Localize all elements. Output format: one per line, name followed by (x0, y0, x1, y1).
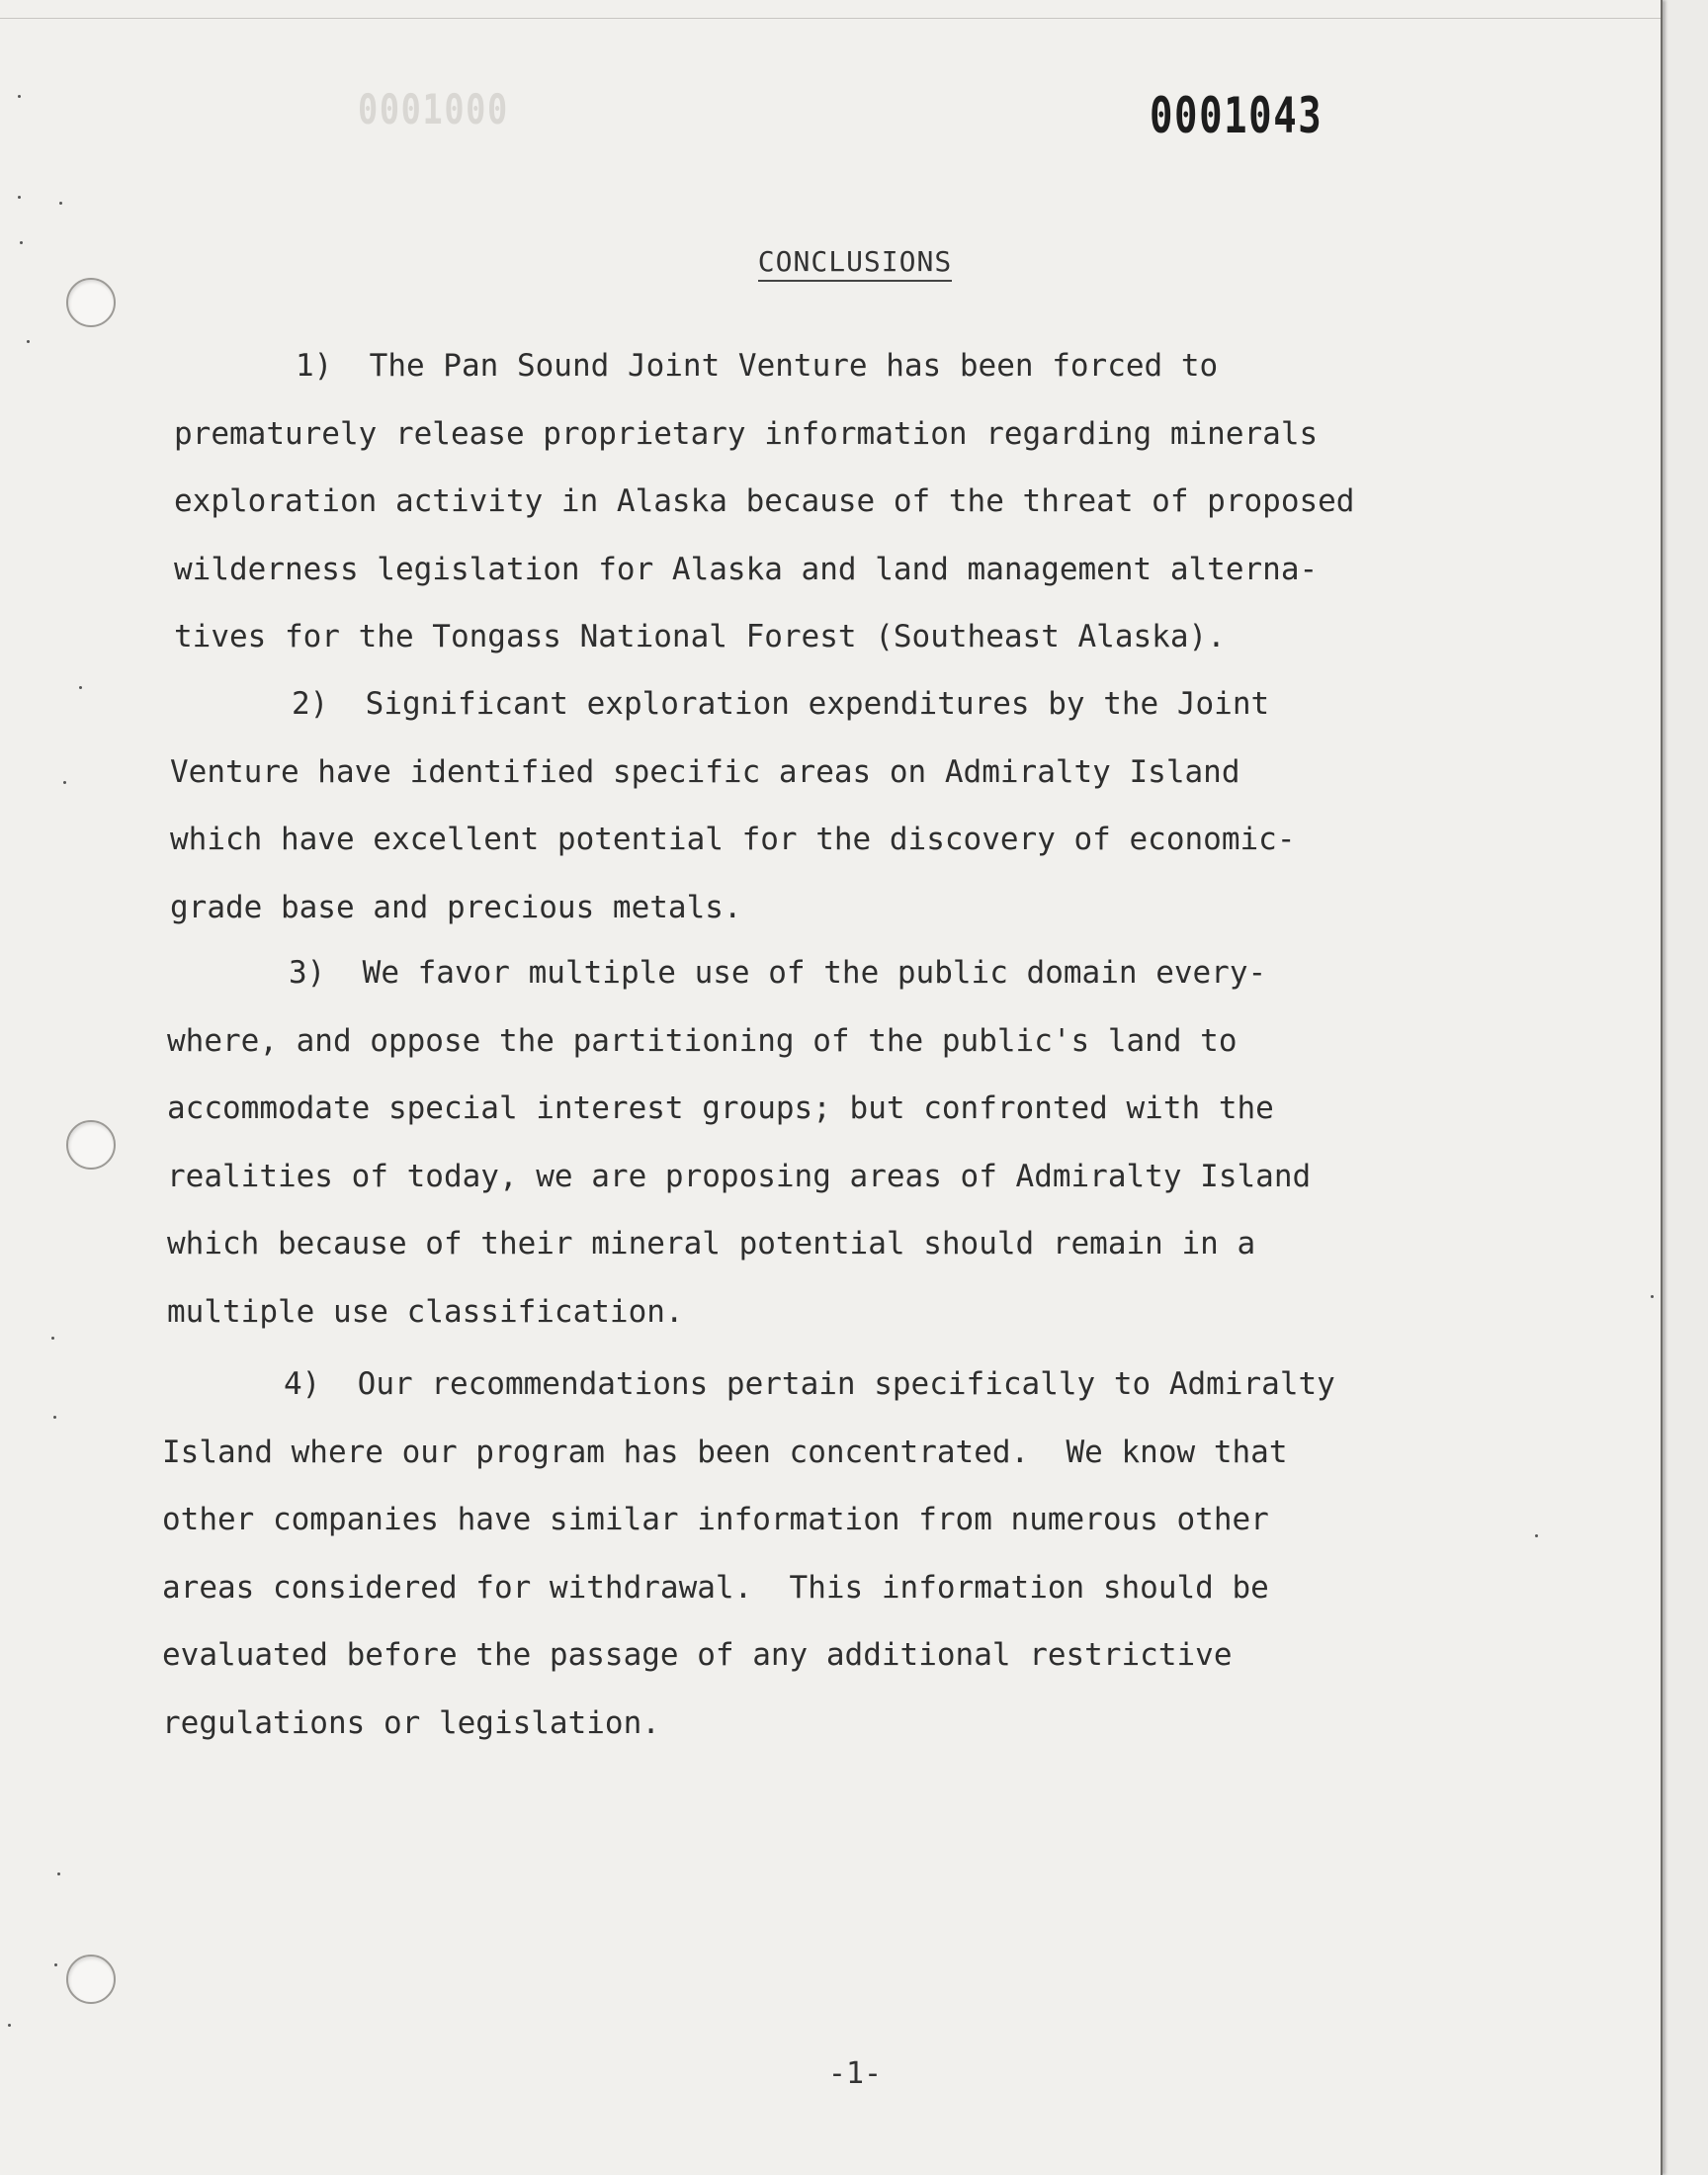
binder-hole-top (66, 278, 116, 327)
scan-speck (18, 196, 21, 199)
paragraph-line: other companies have similar information from numerous other (162, 1502, 1269, 1537)
scan-speck (27, 340, 30, 343)
conclusion-paragraph-4 (162, 1350, 1335, 1757)
document-number-stamp: 0001043 (1150, 87, 1324, 144)
page-title-text: CONCLUSIONS (758, 245, 952, 282)
scan-speck (20, 241, 23, 244)
paragraph-line: tives for the Tongass National Forest (Southeast Alaska). (174, 619, 1226, 654)
paragraph-line: Island where our program has been concentrated. We know that (162, 1434, 1288, 1470)
conclusion-paragraph-1 (174, 332, 1354, 671)
paragraph-line: grade base and precious metals. (170, 889, 742, 925)
paragraph-line: which because of their mineral potential should remain in a (167, 1226, 1256, 1262)
scan-speck (54, 1963, 57, 1966)
page-number: -1- (827, 2056, 883, 2091)
paragraph-line: prematurely release proprietary information regarding minerals (174, 415, 1319, 452)
paragraph-line: where, and oppose the partitioning of the public's land to (167, 1022, 1238, 1059)
paragraph-line: Venture have identified specific areas on Admiralty Island (170, 753, 1240, 790)
scan-speck (1651, 1295, 1654, 1298)
paragraph-line: areas considered for withdrawal. This information should be (162, 1569, 1269, 1606)
paragraph-line: which have excellent potential for the discovery of economic- (170, 822, 1296, 857)
page-title (0, 245, 1663, 278)
paragraph-line: multiple use classification. (167, 1293, 684, 1330)
paragraph-line: 4) Our recommendations pertain specifically to Admiralty (284, 1366, 1335, 1402)
scan-speck (53, 1416, 56, 1419)
top-edge-line (0, 18, 1661, 19)
scan-speck (59, 202, 62, 205)
scan-speck (8, 2024, 11, 2027)
conclusion-paragraph-3 (167, 939, 1311, 1346)
paragraph-line: realities of today, we are proposing areas of Admiralty Island (167, 1158, 1312, 1194)
paragraph-line: exploration activity in Alaska because of the threat of proposed (174, 483, 1355, 519)
scan-speck (57, 1872, 60, 1875)
binder-hole-bottom (66, 1955, 116, 2004)
scan-speck (1535, 1534, 1538, 1537)
scan-speck (18, 95, 21, 98)
paragraph-line: 3) We favor multiple use of the public domain every- (289, 955, 1267, 991)
binder-hole-middle (66, 1120, 116, 1170)
paragraph-line: evaluated before the passage of any additional restrictive (162, 1637, 1233, 1673)
paragraph-line: wilderness legislation for Alaska and land management alterna- (174, 551, 1319, 587)
faint-stamp-number: 0001000 (358, 85, 509, 133)
conclusion-paragraph-2 (170, 670, 1295, 941)
paragraph-line: accommodate special interest groups; but confronted with the (167, 1090, 1274, 1126)
paragraph-line: 1) The Pan Sound Joint Venture has been forced to (296, 348, 1219, 384)
scan-speck (51, 1337, 54, 1340)
scan-speck (79, 686, 82, 689)
scan-speck (63, 781, 66, 784)
paragraph-line: 2) Significant exploration expenditures by the Joint (292, 686, 1270, 722)
paragraph-line: regulations or legislation. (162, 1704, 660, 1741)
